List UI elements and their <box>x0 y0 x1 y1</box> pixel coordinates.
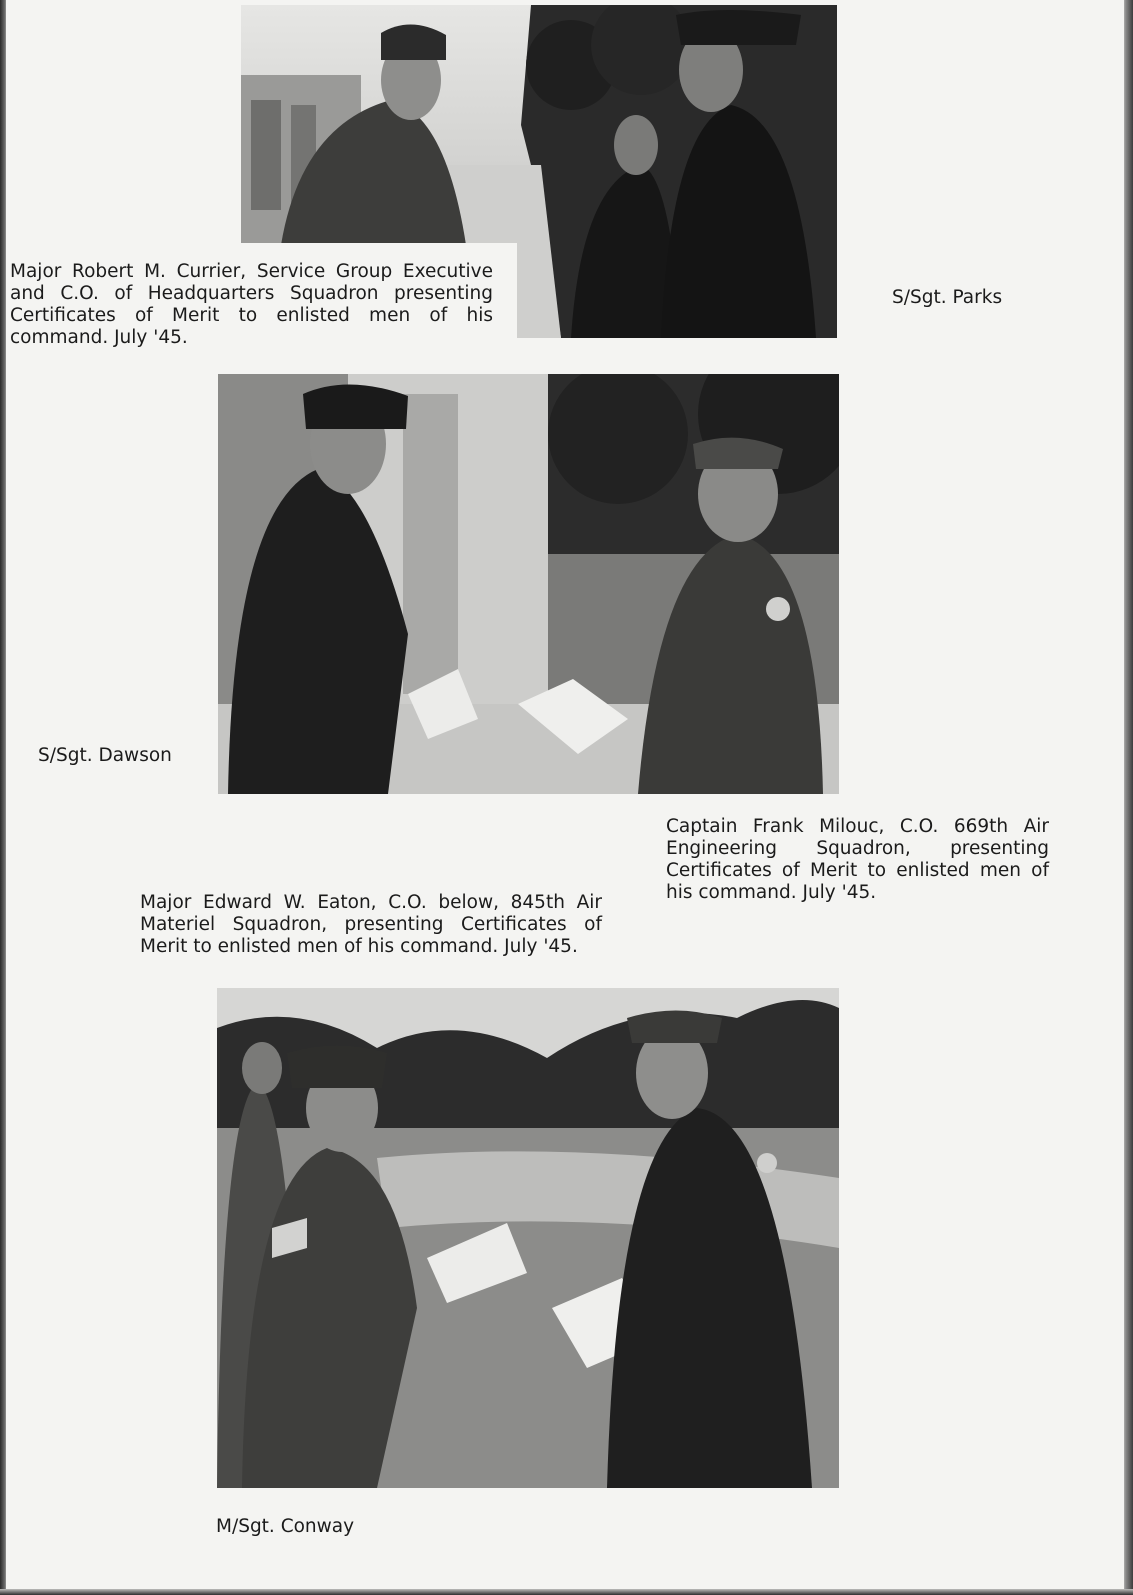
label-parks: S/Sgt. Parks <box>892 287 1003 308</box>
label-dawson: S/Sgt. Dawson <box>38 745 172 766</box>
caption-eaton: Major Edward W. Eaton, C.O. below, 845th Air Materiel Squadron, presenting Certificates of Merit to enlisted men of his command. July '45. <box>140 892 602 957</box>
scrapbook-page <box>6 0 1124 1590</box>
label-conway: M/Sgt. Conway <box>216 1516 355 1537</box>
caption-milouc: Captain Frank Milouc, C.O. 669th Air Engineering Squadron, presenting Certificates of Merit to enlisted men of his command. July '45. <box>666 816 1049 903</box>
photo-eaton-ceremony <box>217 988 839 1488</box>
photo-milouc-ceremony <box>218 374 839 794</box>
caption-currier: Major Robert M. Currier, Service Group Executive and C.O. of Headquarters Squadron presenting Certificates of Merit to enlisted men of his command. July '45. <box>10 261 493 348</box>
page-bottom-edge <box>0 1589 1133 1595</box>
